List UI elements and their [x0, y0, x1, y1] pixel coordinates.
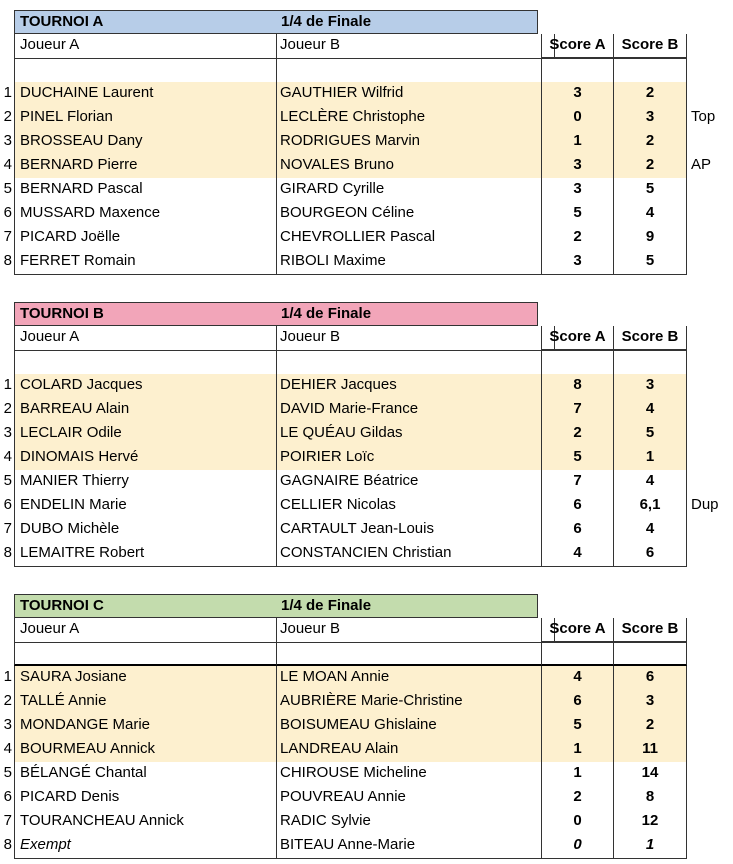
score-a: 1: [541, 738, 614, 762]
player-b: DAVID Marie-France: [277, 398, 541, 422]
player-a: PICARD Joëlle: [14, 226, 277, 250]
spacer-cell: [614, 350, 687, 374]
score-a: 3: [541, 82, 614, 106]
player-a: COLARD Jacques: [14, 374, 277, 398]
tournament-round: 1/4 de Finale: [281, 597, 372, 614]
table-row: [0, 398, 733, 422]
score-b: 3: [614, 106, 687, 130]
row-note: [691, 738, 733, 762]
row-note: [691, 374, 733, 398]
table-row: [0, 834, 733, 858]
player-a: BOURMEAU Annick: [14, 738, 277, 762]
player-a: MANIER Thierry: [14, 470, 277, 494]
header-player-b: Joueur B: [277, 326, 555, 350]
row-number: 2: [3, 400, 12, 417]
score-b: 8: [614, 786, 687, 810]
row-number: 7: [3, 520, 12, 537]
player-a: BROSSEAU Dany: [14, 130, 277, 154]
row-note: [691, 666, 733, 690]
score-b: 4: [614, 470, 687, 494]
player-a: SAURA Josiane: [14, 666, 277, 690]
row-note: [691, 810, 733, 834]
score-a: 6: [541, 690, 614, 714]
row-note: [691, 542, 733, 566]
score-b: 5: [614, 178, 687, 202]
player-b: CHIROUSE Micheline: [280, 764, 427, 781]
player-b: BOURGEON Céline: [280, 204, 415, 221]
table-bottom-border: [14, 566, 687, 567]
player-b: LE MOAN Annie: [277, 666, 541, 690]
table-header: [14, 34, 687, 59]
score-a: 7: [541, 398, 614, 422]
score-a: 5: [541, 202, 614, 226]
header-player-a: Joueur A: [14, 618, 277, 642]
player-b: POUVREAU Annie: [280, 788, 406, 805]
player-a: BERNARD Pierre: [14, 154, 277, 178]
score-b: 5: [614, 422, 687, 446]
row-note: [691, 834, 733, 858]
table-row: [0, 738, 733, 762]
player-b: GAGNAIRE Béatrice: [280, 472, 419, 489]
table-row: [0, 470, 733, 494]
player-b: BOISUMEAU Ghislaine: [277, 714, 541, 738]
score-b: 14: [614, 762, 687, 786]
tournament-block: [0, 10, 733, 274]
score-a: 6: [541, 518, 614, 542]
player-a: BERNARD Pascal: [14, 178, 277, 202]
score-b: 2: [614, 714, 687, 738]
header-score-b: Score B: [614, 34, 687, 58]
table-row: [0, 154, 733, 178]
row-note: [691, 446, 733, 470]
player-a: MONDANGE Marie: [14, 714, 277, 738]
table-row: [0, 82, 733, 106]
table-row: [0, 178, 733, 202]
player-a: PINEL Florian: [14, 106, 277, 130]
score-b: 9: [614, 226, 687, 250]
score-a: 2: [541, 422, 614, 446]
row-number: 4: [3, 448, 12, 465]
score-b: 12: [614, 810, 687, 834]
table-row: [0, 374, 733, 398]
score-b: 11: [614, 738, 687, 762]
row-note: AP: [691, 156, 712, 173]
header-score-a: Score A: [541, 326, 614, 350]
score-b: 2: [614, 154, 687, 178]
score-a: 3: [541, 250, 614, 274]
player-a: TALLÉ Annie: [14, 690, 277, 714]
row-note: [691, 690, 733, 714]
row-note: [691, 202, 733, 226]
score-a: 0: [541, 810, 614, 834]
row-number: 6: [3, 204, 12, 221]
player-b: LE QUÉAU Gildas: [277, 422, 541, 446]
row-note: Dup: [691, 496, 719, 513]
player-b: CHEVROLLIER Pascal: [280, 228, 436, 245]
spacer-cell: [14, 350, 277, 374]
table-row: [0, 762, 733, 786]
score-b: 4: [614, 518, 687, 542]
spacer-cell: [614, 642, 687, 666]
spacer-cell: [14, 642, 277, 666]
table-header: [14, 326, 687, 351]
row-number: 3: [3, 716, 12, 733]
tournament-name: TOURNOI C: [20, 597, 104, 614]
tournament-round: 1/4 de Finale: [281, 305, 372, 322]
player-a: LECLAIR Odile: [14, 422, 277, 446]
player-a: DUCHAINE Laurent: [14, 82, 277, 106]
table-row: [0, 106, 733, 130]
score-a: 2: [541, 226, 614, 250]
table-row: [0, 226, 733, 250]
score-a: 6: [541, 494, 614, 518]
table-row: [0, 810, 733, 834]
table-row: [0, 714, 733, 738]
score-b: 3: [614, 374, 687, 398]
table-bottom-border: [14, 274, 687, 275]
table-row: [0, 202, 733, 226]
table-header: [14, 618, 687, 643]
score-a: 3: [541, 178, 614, 202]
player-b: CELLIER Nicolas: [280, 496, 396, 513]
player-b: RODRIGUES Marvin: [277, 130, 541, 154]
player-b: NOVALES Bruno: [277, 154, 541, 178]
tournament-block: [0, 302, 733, 566]
row-number: 5: [3, 180, 12, 197]
player-a: LEMAITRE Robert: [14, 542, 277, 566]
player-a: TOURANCHEAU Annick: [14, 810, 277, 834]
row-number: 2: [3, 692, 12, 709]
player-b: DEHIER Jacques: [277, 374, 541, 398]
row-note: [691, 130, 733, 154]
header-player-b: Joueur B: [277, 618, 555, 642]
row-number: 1: [3, 668, 12, 685]
tournament-title-bar: [14, 594, 538, 618]
player-b: AUBRIÈRE Marie-Christine: [277, 690, 541, 714]
spacer-row: [0, 58, 733, 82]
table-row: [0, 130, 733, 154]
row-number: 1: [3, 84, 12, 101]
spacer-cell: [14, 58, 277, 82]
player-b: LECLÈRE Christophe: [277, 106, 541, 130]
player-b: LANDREAU Alain: [277, 738, 541, 762]
header-player-a: Joueur A: [14, 34, 277, 58]
table-row: [0, 786, 733, 810]
header-score-a: Score A: [541, 34, 614, 58]
row-note: [691, 470, 733, 494]
spacer-row: [0, 350, 733, 374]
score-b: 4: [614, 398, 687, 422]
row-note: [691, 762, 733, 786]
row-note: [691, 250, 733, 274]
spacer-cell: [277, 642, 541, 666]
table-row: [0, 494, 733, 518]
player-b: POIRIER Loïc: [277, 446, 541, 470]
player-a: Exempt: [14, 834, 277, 858]
player-a: DUBO Michèle: [14, 518, 277, 542]
row-number: 5: [3, 472, 12, 489]
spacer-cell: [277, 350, 541, 374]
player-a: BÉLANGÉ Chantal: [14, 762, 277, 786]
row-number: 4: [3, 740, 12, 757]
table-row: [0, 250, 733, 274]
score-b: 3: [614, 690, 687, 714]
tournament-round: 1/4 de Finale: [281, 13, 372, 30]
row-number: 6: [3, 788, 12, 805]
score-b: 5: [614, 250, 687, 274]
spacer-cell: [277, 58, 541, 82]
header-score-a: Score A: [541, 618, 614, 642]
score-a: 2: [541, 786, 614, 810]
row-note: [691, 82, 733, 106]
table-row: [0, 666, 733, 690]
row-note: [691, 422, 733, 446]
score-b: 4: [614, 202, 687, 226]
row-number: 7: [3, 228, 12, 245]
row-note: [691, 226, 733, 250]
player-b: GAUTHIER Wilfrid: [277, 82, 541, 106]
score-b: 1: [614, 834, 687, 858]
header-player-b: Joueur B: [277, 34, 555, 58]
row-note: [691, 714, 733, 738]
row-number: 3: [3, 424, 12, 441]
score-a: 3: [541, 154, 614, 178]
header-score-b: Score B: [614, 618, 687, 642]
tournament-name: TOURNOI A: [20, 13, 104, 30]
player-a: BARREAU Alain: [14, 398, 277, 422]
score-a: 5: [541, 714, 614, 738]
row-number: 5: [3, 764, 12, 781]
row-note: [691, 518, 733, 542]
row-note: [691, 786, 733, 810]
player-a: PICARD Denis: [14, 786, 277, 810]
score-a: 8: [541, 374, 614, 398]
spacer-cell: [541, 58, 614, 82]
score-a: 0: [541, 106, 614, 130]
score-b: 6,1: [614, 494, 687, 518]
table-row: [0, 518, 733, 542]
table-row: [0, 690, 733, 714]
score-a: 7: [541, 470, 614, 494]
score-a: 4: [541, 542, 614, 566]
tournament-block: [0, 594, 733, 858]
player-a: MUSSARD Maxence: [14, 202, 277, 226]
row-number: 3: [3, 132, 12, 149]
score-b: 1: [614, 446, 687, 470]
row-number: 6: [3, 496, 12, 513]
player-a: DINOMAIS Hervé: [14, 446, 277, 470]
spacer-cell: [541, 642, 614, 666]
player-b: CONSTANCIEN Christian: [280, 544, 452, 561]
player-b: CARTAULT Jean-Louis: [280, 520, 434, 537]
spacer-cell: [541, 350, 614, 374]
row-note: [691, 178, 733, 202]
row-number: 2: [3, 108, 12, 125]
table-row: [0, 446, 733, 470]
row-number: 4: [3, 156, 12, 173]
row-note: [691, 398, 733, 422]
table-row: [0, 422, 733, 446]
header-score-b: Score B: [614, 326, 687, 350]
spacer-row: [0, 642, 733, 666]
score-a: 1: [541, 762, 614, 786]
table-bottom-border: [14, 858, 687, 859]
player-b: GIRARD Cyrille: [280, 180, 385, 197]
player-b: RIBOLI Maxime: [280, 252, 386, 269]
table-row: [0, 542, 733, 566]
score-a: 4: [541, 666, 614, 690]
score-b: 6: [614, 542, 687, 566]
player-b: RADIC Sylvie: [280, 812, 371, 829]
score-a: 1: [541, 130, 614, 154]
score-b: 2: [614, 130, 687, 154]
row-number: 8: [3, 544, 12, 561]
score-a: 5: [541, 446, 614, 470]
tournament-title-bar: [14, 302, 538, 326]
player-a: ENDELIN Marie: [14, 494, 277, 518]
tournament-name: TOURNOI B: [20, 305, 104, 322]
score-b: 6: [614, 666, 687, 690]
header-player-a: Joueur A: [14, 326, 277, 350]
row-number: 8: [3, 252, 12, 269]
score-b: 2: [614, 82, 687, 106]
row-number: 8: [3, 836, 12, 853]
spacer-cell: [614, 58, 687, 82]
score-a: 0: [541, 834, 614, 858]
row-number: 1: [3, 376, 12, 393]
player-b: BITEAU Anne-Marie: [280, 836, 416, 853]
row-note: Top: [691, 108, 716, 125]
tournament-title-bar: [14, 10, 538, 34]
row-number: 7: [3, 812, 12, 829]
player-a: FERRET Romain: [14, 250, 277, 274]
